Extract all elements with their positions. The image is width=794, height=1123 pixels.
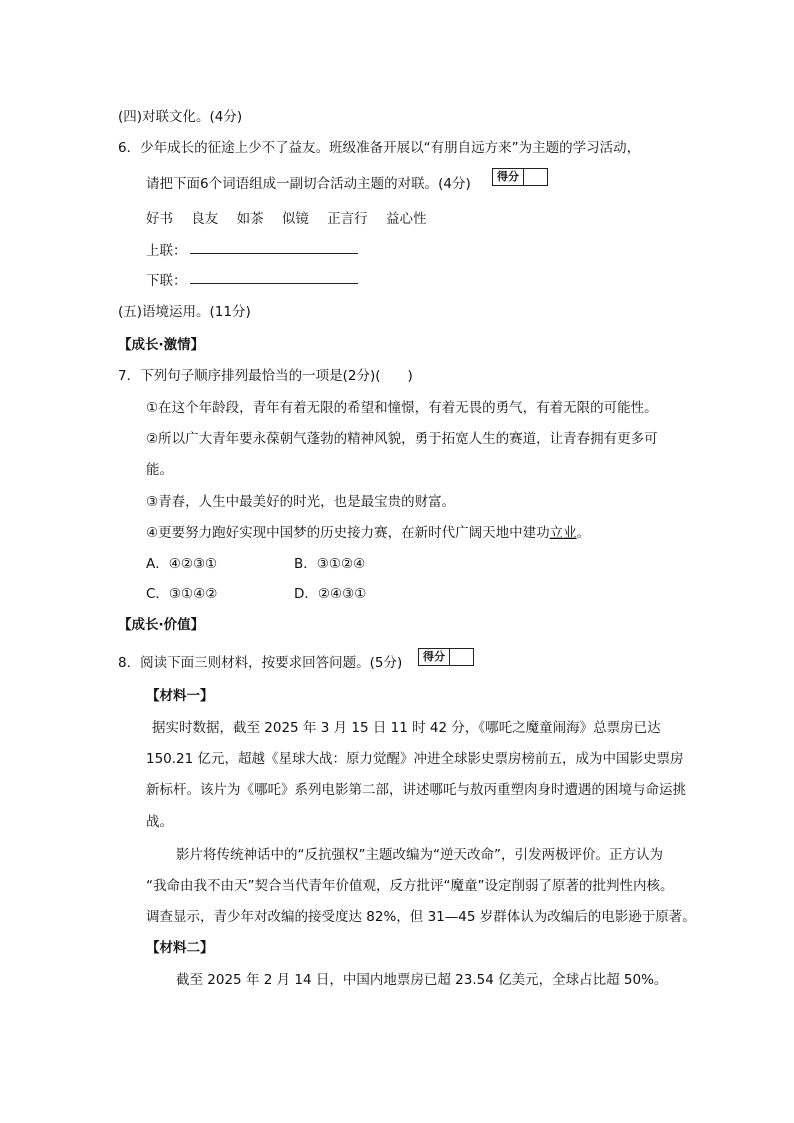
lower-couplet-blank[interactable] [190, 283, 358, 284]
q7-sentence-4 [146, 521, 590, 541]
q8-stem: 8．阅读下面三则材料，按要求回答问题。(5分) [118, 655, 403, 671]
material-1-line: 新标杆。该片为《哪吒》系列电影第二部，讲述哪吒与敖丙重塑肉身时遭遇的困境与命运挑 [146, 782, 686, 798]
q7-option-c[interactable]: C．③①④② [146, 586, 218, 602]
word-item: 好书 [146, 211, 173, 227]
material-1-line: 战。 [146, 814, 173, 830]
q6-score-box[interactable] [492, 168, 548, 186]
growth-value-heading: 【成长·价值】 [118, 617, 205, 633]
material-1-line: 据实时数据，截至 2025 年 3 月 15 日 11 时 42 分，《哪吒之魔童闹海》总票房已达 [152, 720, 661, 736]
material-1-title: 【材料一】 [146, 688, 214, 704]
word-item: 益心性 [385, 211, 427, 227]
material-2-title: 【材料二】 [146, 940, 214, 956]
material-1-line: 调查显示，青少年对改编的接受度达 82%，但 31—45 岁群体认为改编后的电影逊于原著。 [146, 909, 696, 925]
q7-sentence-3: ③青春，人生中最美好的时光，也是最宝贵的财富。 [146, 494, 456, 510]
material-1-line: 影片将传统神话中的“反抗强权”主题改编为“逆天改命”，引发两极评价。正方认为 [176, 847, 663, 863]
q6-word-list [146, 207, 426, 227]
q7-option-a[interactable]: A．④②③① [146, 556, 218, 572]
sentence-4-underlined: 立业 [549, 525, 577, 541]
sentence-4-end: 。 [576, 525, 591, 541]
material-2-line: 截至 2025 年 2 月 14 日，中国内地票房已超 23.54 亿美元，全球占比超 50%。 [176, 972, 668, 988]
q7-stem: 7．下列句子顺序排列最恰当的一项是(2分)( ) [118, 368, 413, 384]
upper-couplet-label: 上联： [146, 243, 187, 259]
section4-heading: (四)对联文化。(4分) [118, 109, 243, 125]
material-1-line: 150.21 亿元，超越《星球大战：原力觉醒》冲进全球影史票房榜前五，成为中国影史票房 [146, 751, 684, 767]
word-item: 如茶 [236, 211, 264, 227]
word-item: 正言行 [327, 211, 368, 227]
q7-option-b[interactable]: B．③①②④ [294, 556, 366, 572]
score-label: 得分 [493, 169, 524, 185]
q7-sentence-1: ①在这个年龄段，青年有着无限的希望和憧憬，有着无畏的勇气，有着无限的可能性。 [146, 400, 658, 416]
section5-heading: (五)语境运用。(11分) [118, 304, 251, 320]
q7-sentence-2a: ②所以广大青年要永葆朝气蓬勃的精神风貌，勇于拓宽人生的赛道，让青春拥有更多可 [146, 431, 658, 447]
word-item: 似镜 [281, 211, 309, 227]
sentence-4-text: ④更要努力跑好实现中国梦的历史接力赛，在新时代广阔天地中建功 [146, 525, 550, 541]
score-label: 得分 [419, 649, 450, 665]
material-1-line: “我命由我不由天”契合当代青年价值观，反方批评“魔童”设定削弱了原著的批判性内核。 [146, 878, 674, 894]
q7-option-d[interactable]: D．②④③① [294, 586, 367, 602]
q6-stem-line1: 6．少年成长的征途上少不了益友。班级准备开展以“有朋自远方来”为主题的学习活动， [118, 140, 641, 156]
q8-score-box[interactable] [418, 648, 474, 666]
word-item: 良友 [191, 211, 219, 227]
q6-stem-line2: 请把下面6个词语组成一副切合活动主题的对联。(4分) [146, 176, 471, 192]
growth-passion-heading: 【成长·激情】 [118, 337, 205, 353]
upper-couplet-blank[interactable] [190, 253, 358, 254]
lower-couplet-label: 下联： [146, 273, 187, 289]
q7-sentence-2b: 能。 [146, 462, 173, 478]
